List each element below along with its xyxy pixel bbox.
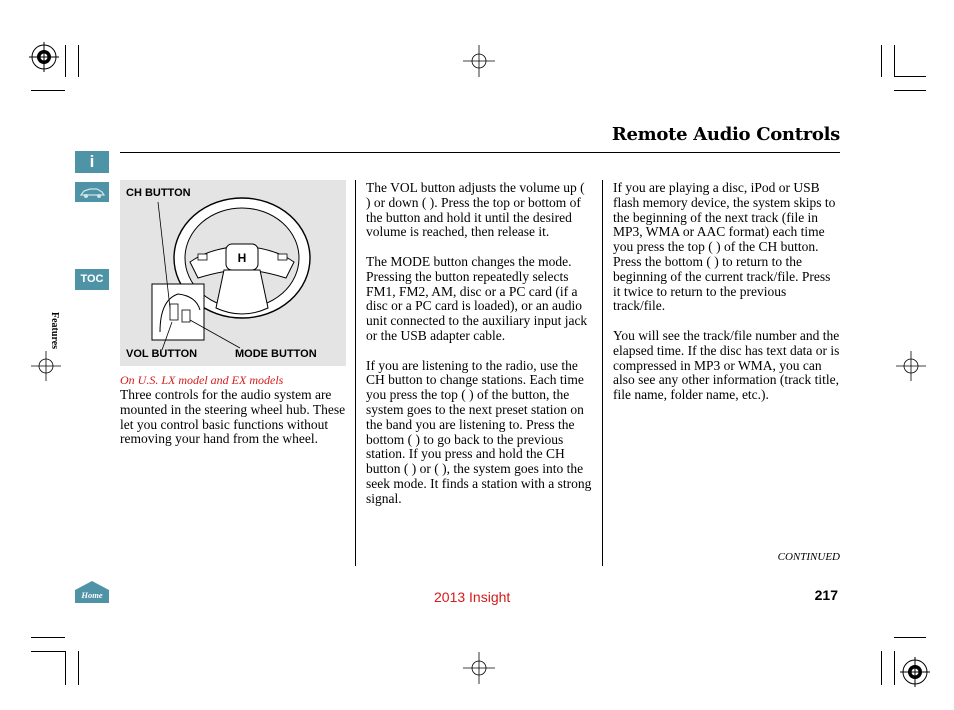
- vehicle-tab[interactable]: [75, 182, 109, 202]
- svg-text:H: H: [237, 251, 247, 265]
- info-tab[interactable]: [75, 151, 109, 173]
- vol-button-label: VOL BUTTON: [126, 348, 198, 360]
- crosshair-top: [463, 45, 495, 77]
- book-title: 2013 Insight: [434, 589, 511, 605]
- paragraph: The VOL button adjusts the volume up ( ) or down ( ). Press the top or bottom of the button and hold it until the desired volume is reached, then release it.: [366, 180, 585, 240]
- paragraph: Three controls for the audio system are mounted in the steering wheel hub. These let you control basic functions without removing your hand from the wheel.: [120, 387, 346, 447]
- header-rule: [120, 152, 840, 153]
- page-number: 217: [814, 587, 838, 603]
- mode-button-label: MODE BUTTON: [235, 348, 317, 360]
- page-title: Remote Audio Controls: [611, 124, 840, 145]
- crosshair-bottom: [463, 652, 495, 684]
- crosshair-right: [896, 351, 926, 381]
- paragraph: You will see the track/file number and the elapsed time. If the disc has text data or is compressed in MP3 or WMA, you can also see any other information (track title, file name, folder name, etc.).: [613, 327, 840, 403]
- registration-mark-bottom-right: [900, 657, 930, 687]
- paragraph: If you are listening to the radio, use the CH button to change stations. Each time you press the top ( ) of the button, the system goes to the next preset station on the band you are listening to. Press the bottom ( ) to go back to the previous station. If you press and hold the CH button ( ) or ( ), the system goes into the seek mode. It finds a station with a strong signal.: [366, 357, 592, 506]
- ch-button-label: CH BUTTON: [126, 187, 191, 199]
- home-button[interactable]: [74, 580, 110, 604]
- car-icon: [75, 182, 109, 202]
- column-divider: [355, 180, 356, 566]
- home-label: Home: [81, 590, 103, 600]
- continued-note: CONTINUED: [777, 551, 840, 563]
- registration-mark-top-left: [29, 42, 59, 72]
- column-2: [366, 181, 592, 521]
- paragraph: If you are playing a disc, iPod or USB flash memory device, the system skips to the beginning of the next track (file in MP3, WMA or AAC format) each time you press the top ( ) of the CH button. Press the bottom ( ) to return to the beginning of the current track/file. Press it twice to return to the previous track/file.: [613, 180, 836, 314]
- figure-caption: On U.S. LX model and EX models: [120, 373, 284, 387]
- column-divider: [602, 180, 603, 566]
- toc-label: TOC: [80, 273, 104, 285]
- toc-button[interactable]: [75, 269, 109, 290]
- steering-wheel-figure: [120, 180, 346, 366]
- column-3: [613, 181, 841, 418]
- steering-wheel-illustration: [120, 180, 346, 366]
- column-1: [120, 388, 352, 462]
- crosshair-left: [31, 351, 61, 381]
- info-icon: i: [89, 152, 95, 171]
- section-label: Features: [49, 312, 60, 350]
- paragraph: The MODE button changes the mode. Pressing the button repeatedly selects FM1, FM2, AM, disc or a PC card (if a disc or a PC card is loaded), or an audio unit connected to the auxiliary input jack or the USB adapter cable.: [366, 253, 588, 343]
